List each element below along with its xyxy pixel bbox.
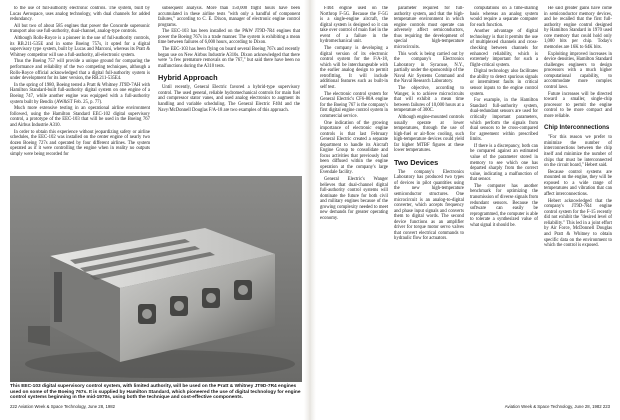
paragraph: Digital technology also facilitates the ability to detect spurious signals or intermittent faults in critical sensor inputs to the engine control system. <box>470 69 538 97</box>
paragraph: Future increases will be directed toward a smaller, single-chip processor to permit the engine control to be more compact and more reliable. <box>544 91 612 119</box>
paragraph: If there is a discrepancy, both can be compared against an estimated value of the parameter stored in memory to see which one has departed sharply from the correct value, indicating a malfunction of that sensor. <box>470 143 538 183</box>
section-heading: Hybrid Approach <box>158 73 218 83</box>
paragraph: Exploiting improved increases in device densities, Hamilton Standard challenges engineers to design processors with a much higher computational capability, to accommodate more complex control laws. <box>544 51 612 90</box>
section-heading: Two Devices <box>394 157 439 167</box>
section-heading: Chip Interconnections <box>544 124 610 132</box>
paragraph: He said greater gains have come in semiconductor memory devices, and he recalled that the first full-authority engine control designed by Hamilton Standard in 1970 used core memory that could hold only 1,000 bits per chip. Today's memories are 16K to 64K bits. <box>544 6 612 50</box>
paragraph: The company's Electronics Laboratory has produced two types of devices in pilot quantities using the new high-temperature semiconductor structures. One microcircuit is an analog-to-digital converter, which accepts frequency and phase input signals and converts them to digital words. The second device functions as an amplifier driver for torque motor servo valves that convert electrical commands to hydraulic flow for actuators. <box>394 169 464 242</box>
paragraph: General Electric's Wanger believes that dual-channel digital full-authority control systems will dominate the future for both civil and military engines because of the growing complexity needed to meet new demands for greater operating economy. <box>320 177 388 221</box>
paragraph: One indication of the growing importance of electronic engine controls is that last February General Electric created a separate department to handle its Aircraft Engine Group to consolidate and focus activities that previously had been diffused within the engine operation at the company's large Evendale facility. <box>320 120 388 176</box>
paragraph: Until recently, General Electric favored a hybrid-type supervisory control. The used general, reliable hydromechanical controls for main fuel and compressor stator vanes, and used analog electronics to augment its handling and variable scheduling. The General Electric F404 and the Navy/McDonnell Douglas F/A-18 are two examples of this approach. <box>158 85 300 113</box>
paragraph: This work is being carried out by the company's Electronics Laboratory in Syracuse, N.Y., partially under the sponsorship of the Naval Air Systems Command and the Naval Research Laboratory. <box>394 51 464 85</box>
paragraph: In order to obtain this experience without jeopardizing safety or airline schedules, the EEC-102 was installed on the center engine of nearly two dozen Boeing 727s and operated by four different airlines. The system operated as if it were controlling the engine when in reality no outputs simply were being recorded for <box>10 129 150 157</box>
paragraph: Because control systems are mounted on the engine, they will be exposed to a wide range of temperatures and vibration that can affect interconnections. <box>544 169 612 197</box>
paragraph: Much more extensive testing in an operational airline environment followed, using the Hamilton Standard EEC-102 digital supervisory control, a prototype of the EEC-103 that will be used in the Boeing 767 and Airbus Industrie A310. <box>10 106 150 128</box>
left-page-column-1 <box>10 6 150 172</box>
paragraph: to the use of full-authority electronic controls. The system, built by Lucas Aerospace, uses analog technology, with dual channels for added redundancy. <box>10 6 150 23</box>
paragraph: The EEC-103 has been flying on board several Boeing 767s and recently began use on New Airbus Industrie A310s. Dixon acknowledged that there were "a few premature removals on the 767," but said there have been no malfunctions during the A310 tests. <box>158 47 300 69</box>
page-gutter <box>304 0 316 420</box>
paragraph: "For this reason we prefer to minimize the number of interconnections between the chip itself and minimize the number of chips that must be interconnected on the circuit board," Hebert said. <box>544 135 612 169</box>
paragraph: Although engine-mounted controls usually operate at lower temperatures, through the use of high-fuel or air-flow cooling, such high-temperature devices could yield far higher MTBF figures at these lower temperatures. <box>394 114 464 154</box>
paragraph: Hebert acknowledged that the company's JT9D-7R4 engine control system for the F-15 recently did not exhibit the "desired level of reliability." This led in a joint effort by Air Force, McDonnell Douglas and Pratt & Whitney to obtain specific data on the environment to which the control is exposed. <box>544 198 612 249</box>
left-page-column-2 <box>158 6 300 172</box>
paragraph: Although Rolls-Royce is a pioneer in the use of full-authority controls, its RB.211-535E and in some Boeing 757s, it opted for a digital supervisory type system, built by Lucas and Marconi, whereas its Pratt & Whitney competitor will use a full-authority, all-electronic system. <box>10 36 150 58</box>
engine-control-unit-image <box>10 176 302 382</box>
paragraph: The computer has another benchmark for optimizing the transmission of diverse signals from redundant sensors. Because the software can easily be reprogrammed, the computer is able to tolerate a synthesized value of what signal it should be. <box>470 183 538 228</box>
left-page-folio: 222 Aviation Week & Space Technology, June 28, 1982 <box>10 404 116 409</box>
paragraph: The EEC-103 has been installed on the P&W JT9D-7R4 engines that power the Boeing 767s in a trade manner. The system is exhibiting a mean time between failures of 6,000 hours, according to Dixon. <box>158 29 300 46</box>
paragraph: parameter required for full-authority system, and that the high-temperature environment in which engine controls must operate can adversely affect semiconductors, thus requiring the development of special high-temperature microcircuits. <box>394 6 464 50</box>
paragraph: In the spring of 1980, Boeing tested a Pratt & Whitney JT9D-7AH with Hamilton Standard-built full-authority digital system on one engine of a Boeing 747, while another engine was equipped with a full-authority system built by Bendix (AW&ST Feb. 25, p. 77). <box>10 82 150 105</box>
paragraph: subsequent analysis. More than 150,000 flight hours have been accumulated in these airline tests "with only a handful of component failures," according to C. E. Dixon, manager of electronic engine control programs. <box>158 6 300 28</box>
right-page-folio: Aviation Week & Space Technology, June 28, 1982 223 <box>504 404 610 409</box>
paragraph: computations on a time-sharing basis whereas an analog system would require a separate computer for each function. <box>470 6 538 28</box>
photo-caption: This EEC-103 digital supervisory control system, with limited authority, will be used on the Pratt & Whitney JT9D-7R4 engines used on some of the Boeing 767s. It is supplied by Hamilton Standard, which pioneered the use of digital technology for engine control systems beginning in the mid-1970s, using both the technique and cost-effective components. <box>10 384 301 401</box>
paragraph: The company is developing a digital version of its electronic control system for the F/A-18, which will be interchangeable with the earlier analog design to permit retrofitting. It will include additional features such as built-in self test. <box>320 46 388 90</box>
paragraph: For example, in the Hamilton Standard full-authority system, dual-redundant sensors are used for critically important parameters, which perform the signals from dual sensors to be cross-compared for agreement within prescribed limits. <box>470 98 538 143</box>
paragraph: F404 engine used on the Northrop F-5G. Because the F-5G is a single-engine aircraft, the digital system is designed so it can take over control of main fuel in the event of a failure in the hydromechanical unit. <box>320 6 388 45</box>
paragraph: The electronic control system for General Electric's CF6-80A engine for the Boeing 767 is the company's first digital engine control system in commercial service. <box>320 91 388 119</box>
right-page-column-1 <box>320 6 388 402</box>
right-page-column-4 <box>544 6 612 402</box>
engine-control-photo <box>10 176 302 382</box>
right-page-column-3 <box>470 6 538 402</box>
right-page-column-2 <box>394 6 464 402</box>
paragraph: All but two of about 585 engines that power the Concorde supersonic transport also use full-authority, dual-channel, analog-type controls. <box>10 23 150 35</box>
paragraph: Thus the Boeing 757 will provide a unique ground for comparing the performance and reliability of the two competing techniques, although a Rolls-Royce official acknowledged that a digital full-authority system is under development for its later version, the RB.211-535E4. <box>10 59 150 82</box>
paragraph: Another advantage of digital technology is that it permits the use of multiplexed channels and cross-checking between channels for enhanced reliability, which is extremely important for such a flight-critical system. <box>470 29 538 68</box>
paragraph: The objective, according to Wanger, is to achieve microcircuits that will exhibit a mean time between failures of 10,000 hours at a temperature of 300C. <box>394 86 464 114</box>
